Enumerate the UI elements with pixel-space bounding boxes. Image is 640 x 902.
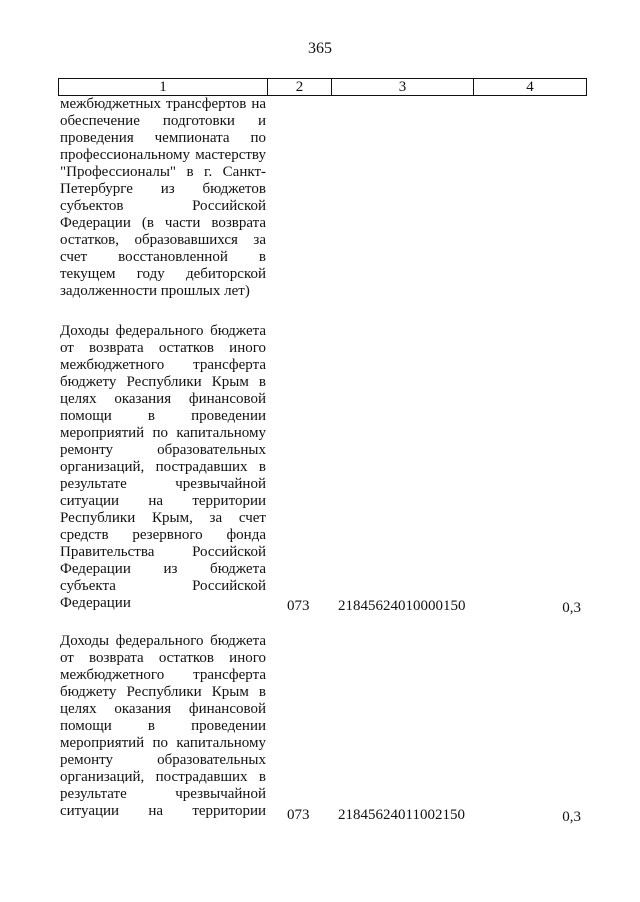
description-line: мероприятий по капитальному xyxy=(60,735,266,751)
description-line: счет восстановленной в xyxy=(60,249,266,265)
row-value: 0,3 xyxy=(562,809,581,825)
row-budget-code: 21845624011002150 xyxy=(338,807,465,823)
description-line: профессиональному мастерству xyxy=(60,147,266,163)
description-line: бюджету Республики Крым в xyxy=(60,374,266,390)
description-line: от возврата остатков иного xyxy=(60,340,266,356)
description-line: субъекта Российской xyxy=(60,578,266,594)
description-line: результате чрезвычайной xyxy=(60,476,266,492)
description-line: ремонту образовательных xyxy=(60,442,266,458)
description-line: ремонту образовательных xyxy=(60,752,266,768)
row-value: 0,3 xyxy=(562,600,581,616)
row-budget-code: 21845624010000150 xyxy=(338,598,466,614)
row-description xyxy=(60,323,266,612)
description-line: помощи в проведении xyxy=(60,718,266,734)
column-header-3: 3 xyxy=(332,79,474,96)
page-number: 365 xyxy=(308,40,332,57)
description-line: Федерации из бюджета xyxy=(60,561,266,577)
description-line: результате чрезвычайной xyxy=(60,786,266,802)
description-line: задолженности прошлых лет) xyxy=(60,283,250,299)
description-line: организаций, пострадавших в xyxy=(60,769,266,785)
description-line: Федерации (в части возврата xyxy=(60,215,266,231)
description-line: остатков, образовавшихся за xyxy=(60,232,266,248)
row-admin-code: 073 xyxy=(287,598,310,614)
description-line: Федерации xyxy=(60,595,131,611)
column-header-1: 1 xyxy=(59,79,268,96)
description-line: организаций, пострадавших в xyxy=(60,459,266,475)
column-header-table xyxy=(58,78,587,96)
description-line: обеспечение подготовки и xyxy=(60,113,266,129)
row-description xyxy=(60,96,266,300)
description-line: "Профессионалы" в г. Санкт- xyxy=(60,164,266,180)
description-line: межбюджетных трансфертов на xyxy=(60,96,266,112)
description-line: ситуации на территории xyxy=(60,803,266,819)
description-line: проведения чемпионата по xyxy=(60,130,266,146)
description-line: бюджету Республики Крым в xyxy=(60,684,266,700)
row-description xyxy=(60,633,266,820)
description-line: средств резервного фонда xyxy=(60,527,266,543)
column-header-4: 4 xyxy=(474,79,587,96)
description-line: межбюджетного трансферта xyxy=(60,357,266,373)
description-line: Правительства Российской xyxy=(60,544,266,560)
description-line: текущем году дебиторской xyxy=(60,266,266,282)
column-header-2: 2 xyxy=(268,79,332,96)
description-line: ситуации на территории xyxy=(60,493,266,509)
description-line: помощи в проведении xyxy=(60,408,266,424)
description-line: целях оказания финансовой xyxy=(60,701,266,717)
description-line: целях оказания финансовой xyxy=(60,391,266,407)
description-line: Доходы федерального бюджета xyxy=(60,633,266,649)
description-line: Петербурге из бюджетов xyxy=(60,181,266,197)
description-line: мероприятий по капитальному xyxy=(60,425,266,441)
column-header-row xyxy=(59,79,587,96)
description-line: Доходы федерального бюджета xyxy=(60,323,266,339)
description-line: межбюджетного трансферта xyxy=(60,667,266,683)
description-line: Республики Крым, за счет xyxy=(60,510,266,526)
description-line: от возврата остатков иного xyxy=(60,650,266,666)
description-line: субъектов Российской xyxy=(60,198,266,214)
row-admin-code: 073 xyxy=(287,807,310,823)
